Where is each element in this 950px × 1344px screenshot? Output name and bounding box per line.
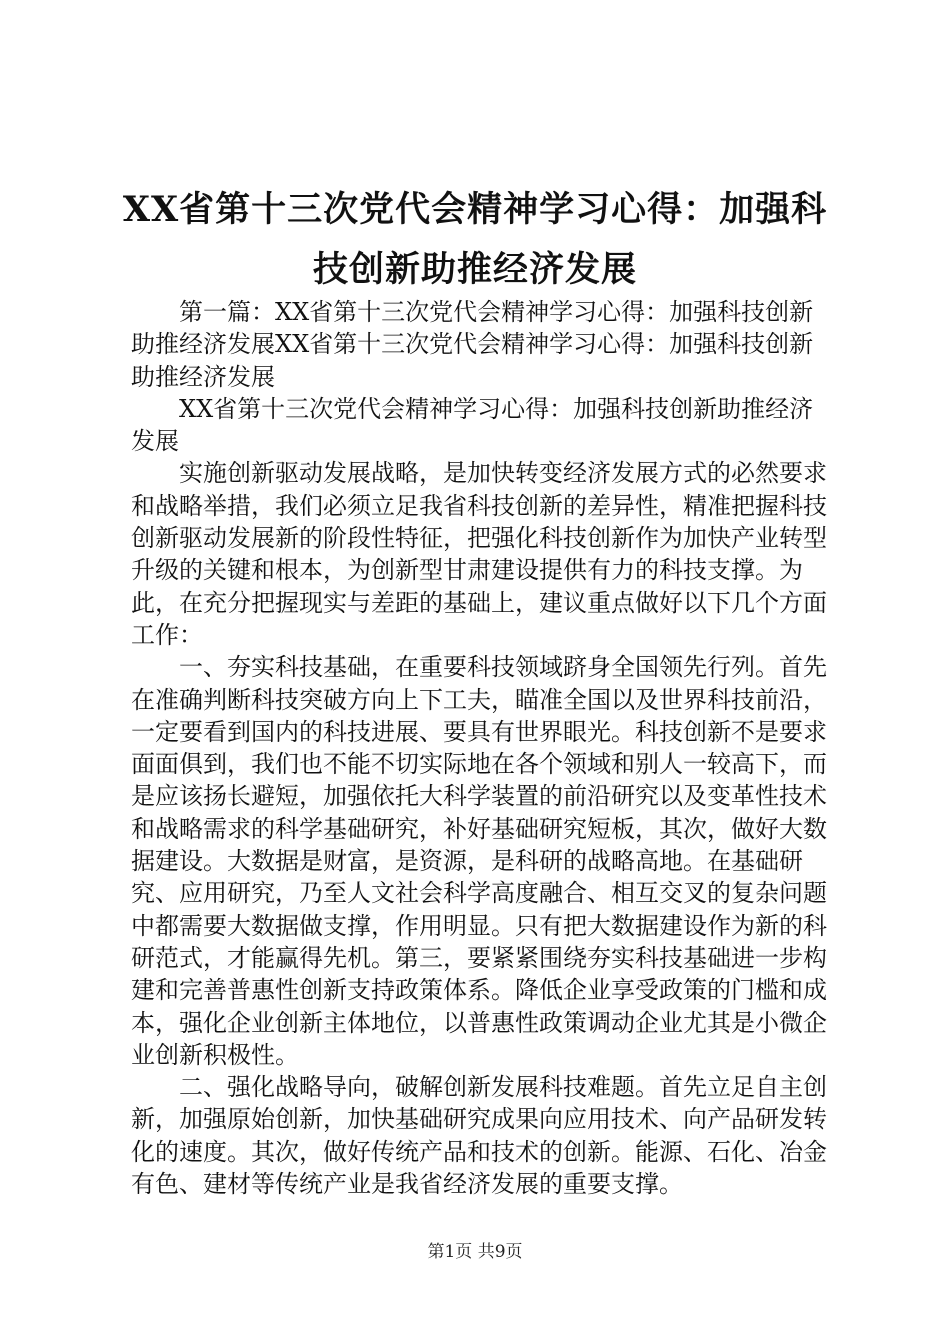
paragraph-1: 第一篇：XX省第十三次党代会精神学习心得：加强科技创新助推经济发展XX省第十三次党代会精神学习心得：加强科技创新助推经济发展 — [131, 298, 814, 391]
title-line-2: 技创新助推经济发展 — [312, 249, 637, 290]
document-body — [131, 296, 831, 1200]
paragraph-2: XX省第十三次党代会精神学习心得：加强科技创新助推经济发展 — [131, 394, 814, 456]
title-line-1: XX省第十三次党代会精神学习心得：加强科 — [122, 189, 828, 230]
document-title — [120, 180, 830, 300]
paragraph-4: 一、夯实科技基础，在重要科技领域跻身全国领先行列。首先在准确判断科技突破方向上下工夫，瞄准全国以及世界科技前沿，一定要看到国内的科技进展、要具有世界眼光。科技创新不是要求面面俱到，我们也不能不切实际地在各个领域和别人一较高下，而是应该扬长避短，加强依托大科学装置的前沿研究以及变革性技术和战略需求的科学基础研究，补好基础研究短板，其次，做好大数据建设。大数据是财富，是资源，是科研的战略高地。在基础研究、应用研究，乃至人文社会科学高度融合、相互交叉的复杂问题中都需要大数据做支撑，作用明显。只有把大数据建设作为新的科研范式，才能赢得先机。第三，要紧紧围绕夯实科技基础进一步构建和完善普惠性创新支持政策体系。降低企业享受政策的门槛和成本，强化企业创新主体地位，以普惠性政策调动企业尤其是小微企业创新积极性。 — [131, 653, 827, 1069]
paragraph-5: 二、强化战略导向，破解创新发展科技难题。首先立足自主创新，加强原始创新，加快基础研究成果向应用技术、向产品研发转化的速度。其次，做好传统产品和技术的创新。能源、石化、冶金有色、建材等传统产业是我省经济发展的重要支撑。 — [131, 1073, 827, 1199]
paragraph-3: 实施创新驱动发展战略，是加快转变经济发展方式的必然要求和战略举措，我们必须立足我省科技创新的差异性，精准把握科技创新驱动发展新的阶段性特征，把强化科技创新作为加快产业转型升级的关键和根本，为创新型甘肃建设提供有力的科技支撑。为此，在充分把握现实与差距的基础上，建议重点做好以下几个方面工作： — [131, 459, 827, 649]
page-number-footer: 第1页 共9页 — [427, 1242, 523, 1262]
